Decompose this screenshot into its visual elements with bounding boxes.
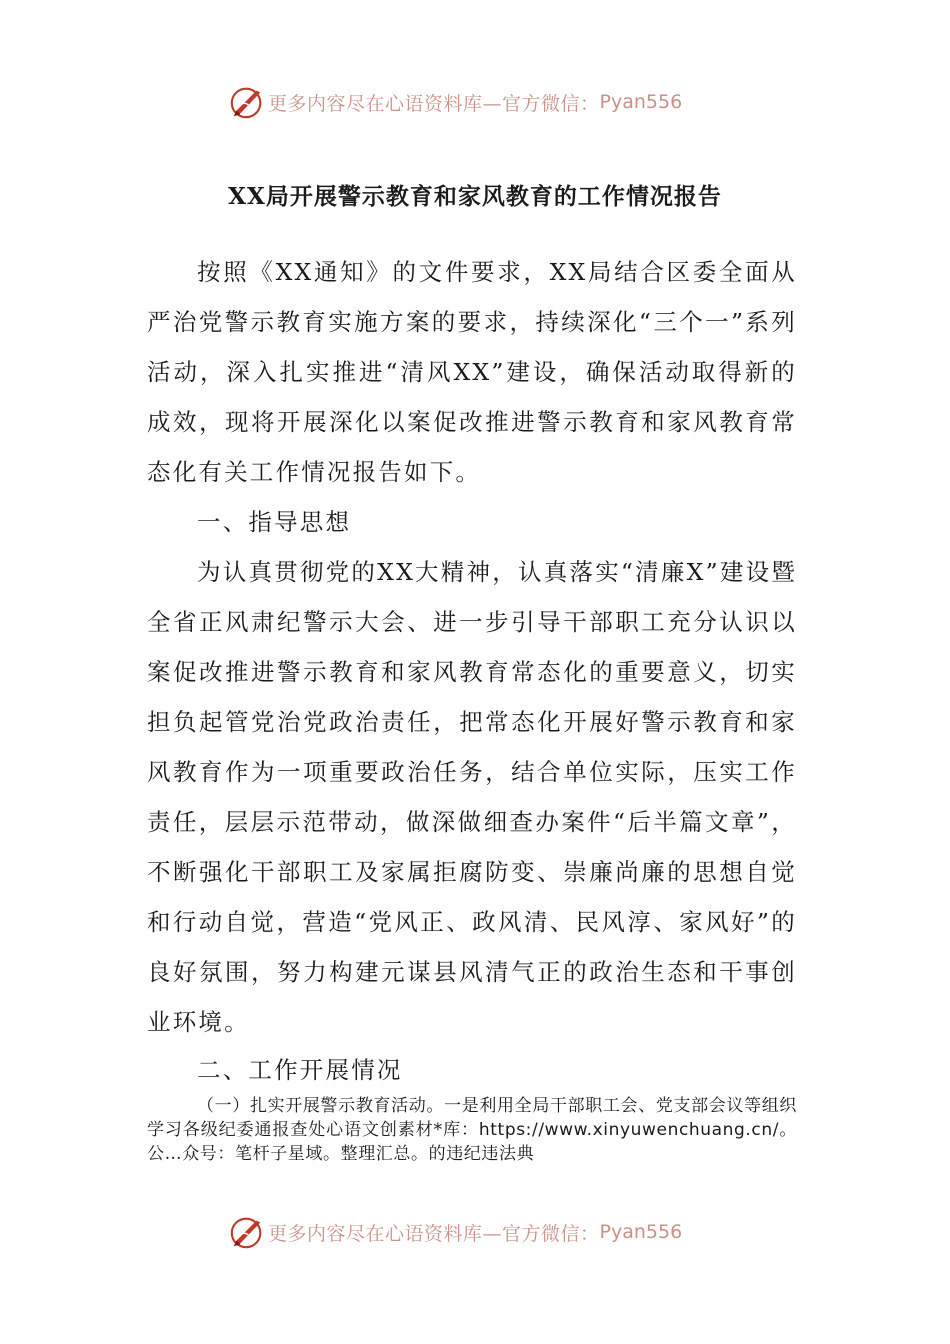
source-url-link[interactable]: https://www.xinyuwenchuang.cn/ xyxy=(478,1120,780,1140)
watermark-banner-bottom xyxy=(228,1212,748,1252)
watermark-banner-top xyxy=(228,82,748,122)
item-text-suffix: 。公…众号：笔杆子星域。整理汇总。的违纪违法典 xyxy=(147,1120,797,1164)
section-2-item-1 xyxy=(147,1094,797,1166)
section-heading-2: 二、工作开展情况 xyxy=(197,1056,403,1084)
section-heading-1: 一、指导思想 xyxy=(197,508,352,536)
pen-logo-icon xyxy=(228,83,266,121)
section-body-1: 为认真贯彻党的XX大精神，认真落实“清廉X”建设暨全省正风肃纪警示大会、进一步引导干部职工充分认识以案促改推进警示教育和家风教育常态化的重要意义，切实担负起管党治党政治责任，把常态化开展好警示教育和家风教育作为一项重要政治任务，结合单位实际，压实工作责任，层层示范带动，做深做细查办案件“后半篇文章”，不断强化干部职工及家属拒腐防变、崇廉尚廉的思想自觉和行动自觉，营造“党风正、政风清、民风淳、家风好”的良好氛围，努力构建元谋县风清气正的政治生态和干事创业环境。 xyxy=(147,558,797,1036)
watermark-text: 更多内容尽在心语资料库—官方微信： xyxy=(268,1222,600,1245)
item-text-prefix: （一）扎实开展警示教育活动。一是利用全局干部职工会、党支部会议等组织学习各级纪委通报查处心语文创素材*库： xyxy=(147,1096,797,1140)
watermark-wechat-id: Pyan556 xyxy=(599,1221,683,1243)
watermark-wechat-id: Pyan556 xyxy=(599,91,683,113)
pen-logo-icon xyxy=(228,1213,266,1251)
document-title: XX局开展警示教育和家风教育的工作情况报告 xyxy=(228,183,722,210)
intro-paragraph: 按照《XX通知》的文件要求，XX局结合区委全面从严治党警示教育实施方案的要求，持续深化“三个一”系列活动，深入扎实推进“清风XX”建设，确保活动取得新的成效，现将开展深化以案促改推进警示教育和家风教育常态化有关工作情况报告如下。 xyxy=(147,258,797,486)
watermark-text: 更多内容尽在心语资料库—官方微信： xyxy=(268,92,600,115)
